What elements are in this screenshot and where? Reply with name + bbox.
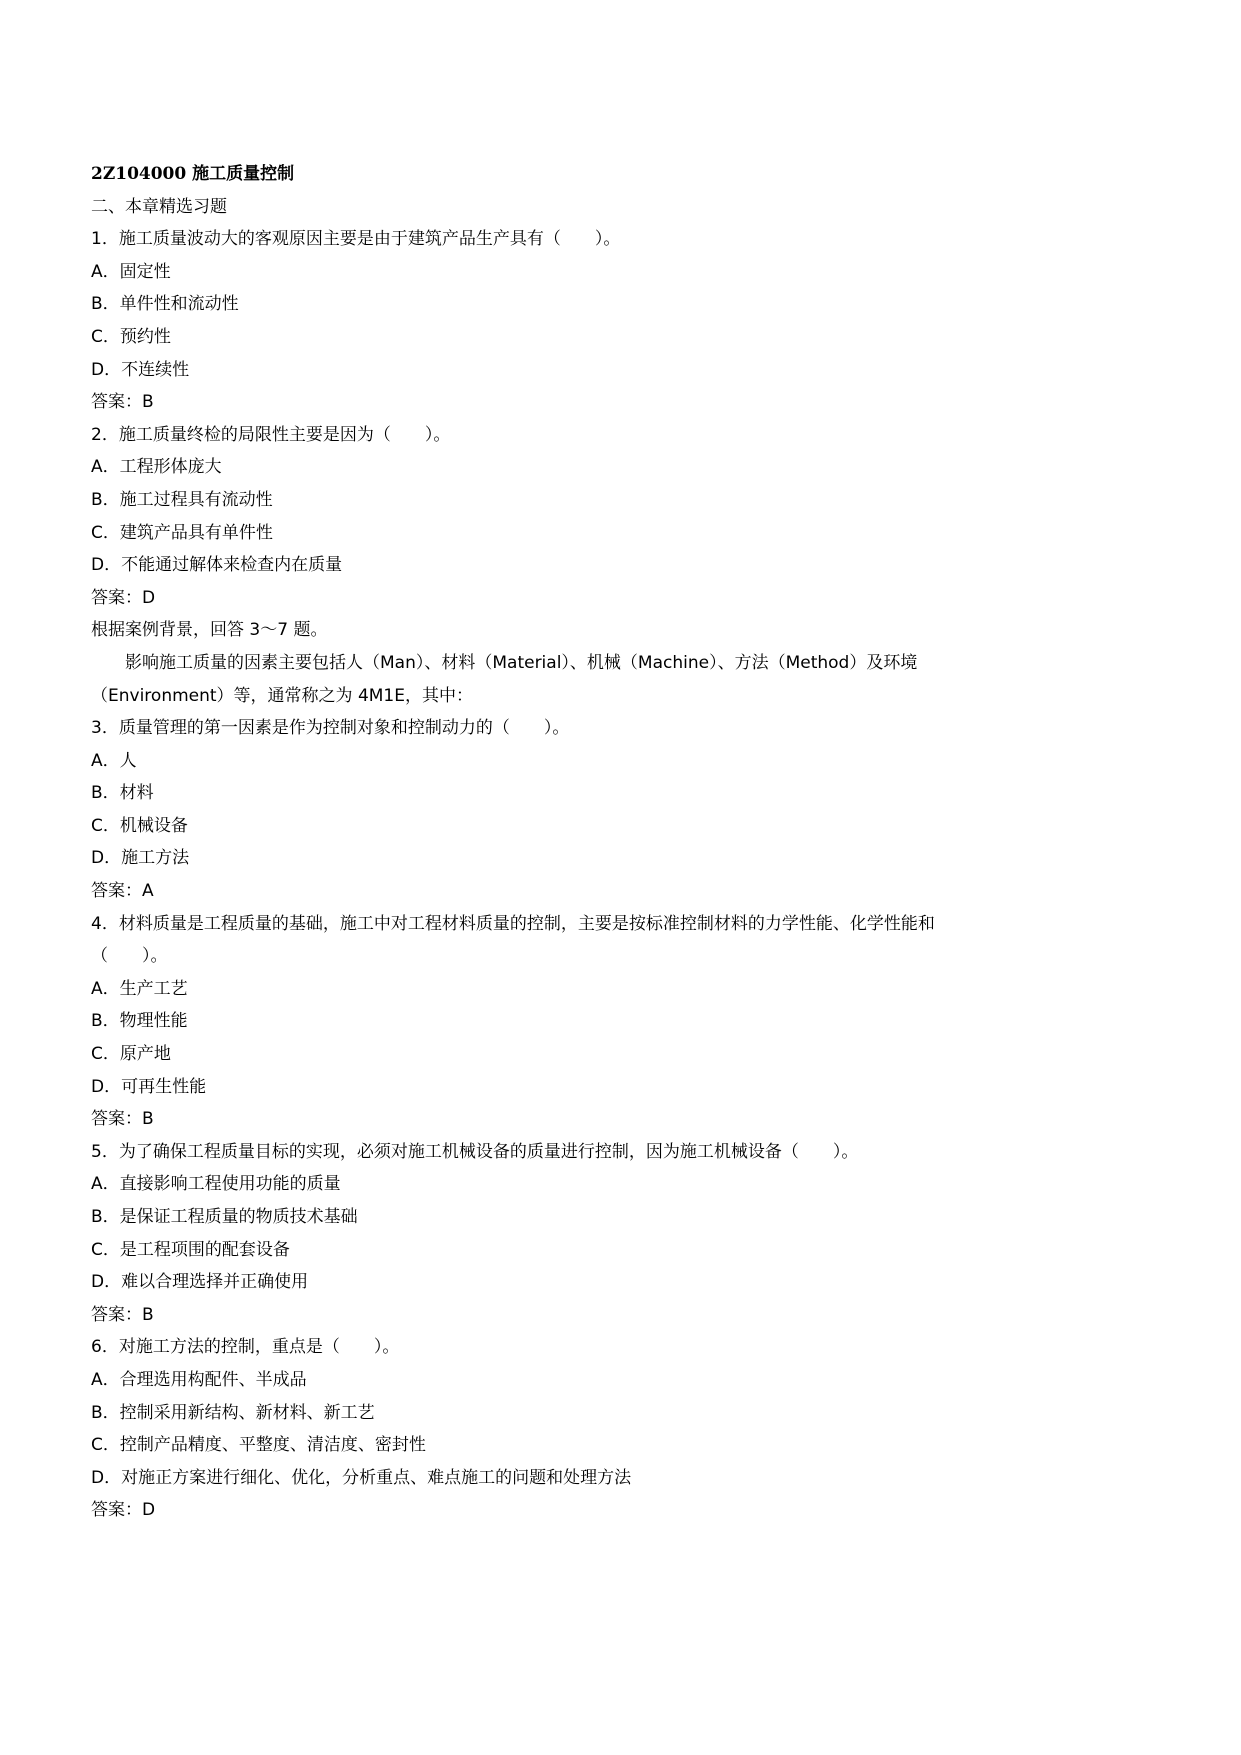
option-b: B．单件性和流动性 bbox=[91, 294, 239, 315]
question-stem: 3．质量管理的第一因素是作为控制对象和控制动力的（ ）。 bbox=[91, 718, 570, 739]
option-b: B．控制采用新结构、新材料、新工艺 bbox=[91, 1402, 375, 1423]
option-d: D．难以合理选择并正确使用 bbox=[91, 1272, 309, 1293]
option-a: A．固定性 bbox=[91, 261, 171, 282]
option-c: C．预约性 bbox=[91, 326, 171, 347]
option-a: A．生产工艺 bbox=[91, 978, 188, 999]
option-d: D．不连续性 bbox=[91, 359, 190, 380]
answer: 答案：B bbox=[91, 1304, 154, 1325]
option-d: D．对施正方案进行细化、优化，分析重点、难点施工的问题和处理方法 bbox=[91, 1467, 632, 1488]
option-c: C．机械设备 bbox=[91, 815, 188, 836]
answer: 答案：A bbox=[91, 881, 154, 902]
option-b: B．物理性能 bbox=[91, 1011, 188, 1032]
option-d: D．可再生性能 bbox=[91, 1076, 207, 1097]
option-d: D．施工方法 bbox=[91, 848, 190, 869]
option-a: A．合理选用构配件、半成品 bbox=[91, 1369, 307, 1390]
question-stem: 6．对施工方法的控制，重点是（ ）。 bbox=[91, 1337, 400, 1358]
option-c: C．原产地 bbox=[91, 1044, 171, 1065]
answer: 答案：B bbox=[91, 392, 154, 413]
question-stem: 2．施工质量终检的局限性主要是因为（ ）。 bbox=[91, 424, 451, 445]
document-content bbox=[91, 158, 971, 1527]
case-intro: 根据案例背景，回答 3～7 题。 bbox=[91, 620, 328, 641]
question-5 bbox=[91, 1136, 971, 1332]
option-b: B．是保证工程质量的物质技术基础 bbox=[91, 1207, 358, 1227]
answer: 答案：D bbox=[91, 1500, 156, 1521]
option-a: A．人 bbox=[91, 750, 137, 771]
option-c: C．建筑产品具有单件性 bbox=[91, 522, 273, 543]
section-heading: 二、本章精选习题 bbox=[91, 196, 227, 217]
answer: 答案：B bbox=[91, 1109, 154, 1130]
answer: 答案：D bbox=[91, 587, 156, 608]
document-title: 2Z104000 施工质量控制 bbox=[91, 164, 295, 184]
question-6 bbox=[91, 1331, 971, 1527]
option-a: A．直接影响工程使用功能的质量 bbox=[91, 1174, 341, 1195]
question-stem: 5．为了确保工程质量目标的实现，必须对施工机械设备的质量进行控制，因为施工机械设备（ ）。 bbox=[91, 1141, 859, 1162]
question-3 bbox=[91, 712, 971, 908]
question-stem: 1．施工质量波动大的客观原因主要是由于建筑产品生产具有（ ）。 bbox=[91, 229, 621, 250]
case-text: 影响施工质量的因素主要包括人（Man）、材料（Material）、机械（Machine）、方法（Method）及环境（Environment）等，通常称之为 4M1E，其中： bbox=[91, 652, 918, 706]
question-2 bbox=[91, 419, 971, 615]
option-b: B．材料 bbox=[91, 783, 154, 804]
option-c: C．控制产品精度、平整度、清洁度、密封性 bbox=[91, 1435, 426, 1456]
question-1 bbox=[91, 223, 971, 419]
option-c: C．是工程项围的配套设备 bbox=[91, 1239, 290, 1260]
option-d: D．不能通过解体来检查内在质量 bbox=[91, 555, 343, 576]
question-stem: 4．材料质量是工程质量的基础，施工中对工程材料质量的控制，主要是按标准控制材料的力学性能、化学性能和（ ）。 bbox=[91, 913, 935, 967]
option-a: A．工程形体庞大 bbox=[91, 457, 222, 478]
question-4 bbox=[91, 908, 971, 1136]
option-b: B．施工过程具有流动性 bbox=[91, 489, 273, 510]
